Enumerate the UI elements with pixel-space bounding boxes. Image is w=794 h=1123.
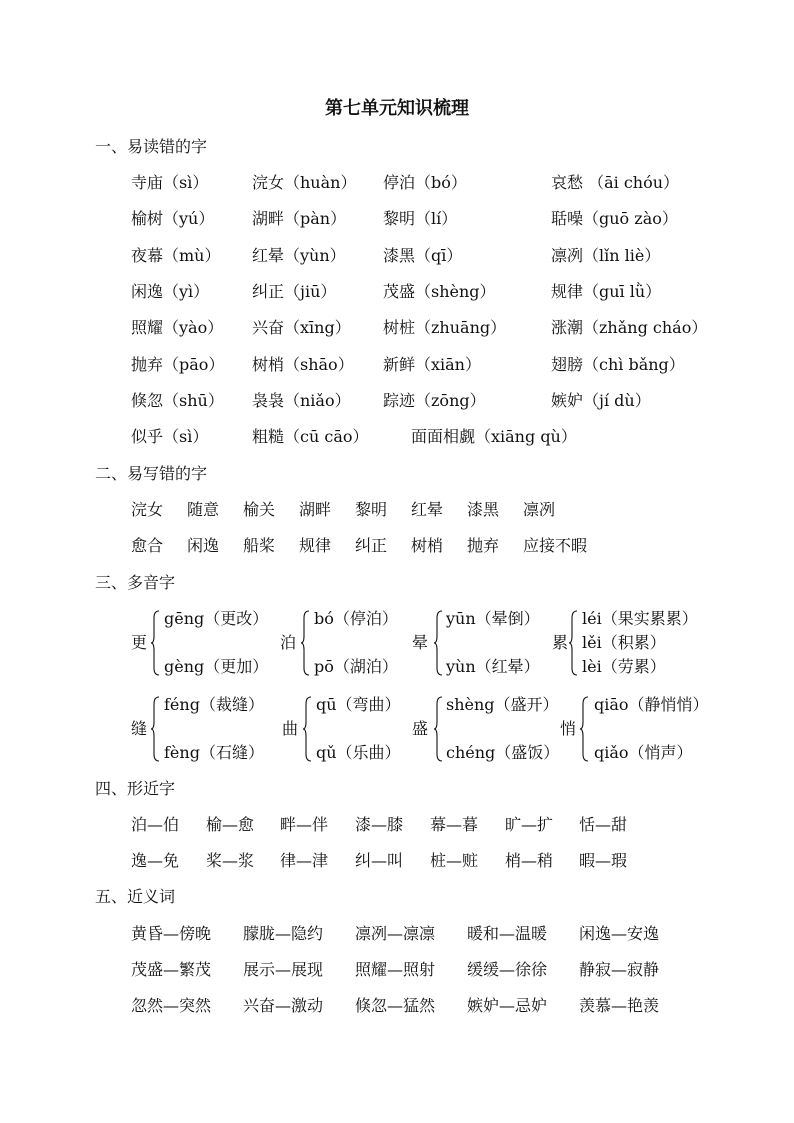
word-item: 应接不暇 — [523, 536, 588, 555]
pair-item: 漆—膝 — [355, 815, 404, 834]
section-heading-miswritten: 二、易写错的字 — [95, 464, 208, 483]
pair-item: 幕—暮 — [430, 815, 479, 834]
left-brace-icon — [569, 610, 578, 676]
pinyin-item: 似乎（sì） — [131, 427, 209, 446]
pinyin-item: 寺庙（sì） — [131, 173, 209, 192]
polyphone-char: 更 — [131, 633, 148, 652]
pinyin-item: 纠正（jiū） — [252, 282, 337, 301]
word-item: 红晕 — [411, 500, 444, 519]
pinyin-item: 嫉妒（jí dù） — [551, 391, 651, 410]
polyphone-char: 曲 — [282, 719, 299, 738]
synonym-item: 凛冽—凛凛 — [355, 924, 436, 943]
pair-item: 畔—伴 — [280, 815, 329, 834]
left-brace-icon — [151, 696, 160, 762]
pinyin-item: 茂盛（shèng） — [383, 282, 496, 301]
synonym-item: 缓缓—徐徐 — [467, 960, 548, 979]
word-item: 树梢 — [411, 536, 444, 555]
pinyin-item: 停泊（bó） — [383, 173, 467, 192]
synonym-item: 闲逸—安逸 — [579, 924, 660, 943]
word-item: 黎明 — [355, 500, 388, 519]
pinyin-item: 黎明（lí） — [383, 209, 458, 228]
polyphone-reading: chéng（盛饭） — [446, 743, 560, 762]
pinyin-item: 树梢（shāo） — [252, 355, 354, 374]
left-brace-icon — [151, 610, 160, 676]
pinyin-item: 树桩（zhuāng） — [383, 318, 507, 337]
polyphone-reading: pō（湖泊） — [314, 657, 398, 676]
pair-item: 律—津 — [280, 851, 329, 870]
pinyin-item: 粗糙（cū cāo） — [252, 427, 369, 446]
pinyin-item: 抛弃（pāo） — [131, 355, 225, 374]
synonym-item: 兴奋—激动 — [243, 996, 324, 1015]
polyphone-group-bo — [280, 608, 410, 678]
polyphone-reading: qǔ（乐曲） — [316, 743, 401, 762]
pinyin-item: 袅袅（niǎo） — [252, 391, 351, 410]
word-item: 榆关 — [243, 500, 276, 519]
section-heading-similar-shape: 四、形近字 — [95, 779, 176, 798]
pinyin-item: 哀愁 （āi chóu） — [551, 173, 680, 192]
pinyin-item: 踪迹（zōng） — [383, 391, 486, 410]
polyphone-reading: gèng（更加） — [164, 657, 269, 676]
pinyin-item: 照耀（yào） — [131, 318, 224, 337]
polyphone-group-feng — [131, 694, 281, 764]
pair-item: 旷—扩 — [505, 815, 554, 834]
synonym-item: 忽然—突然 — [131, 996, 212, 1015]
pair-item: 桨—浆 — [206, 851, 255, 870]
word-item: 纠正 — [355, 536, 388, 555]
polyphone-reading: lěi（积累） — [582, 633, 666, 652]
pinyin-item: 新鲜（xiān） — [383, 355, 481, 374]
polyphone-reading: féng（裁缝） — [164, 695, 264, 714]
pinyin-item: 夜幕（mù） — [131, 246, 221, 265]
word-item: 愈合 — [131, 536, 164, 555]
polyphone-char: 缝 — [131, 719, 148, 738]
pair-item: 纠—叫 — [355, 851, 404, 870]
pair-item: 泊—伯 — [131, 815, 180, 834]
polyphone-group-qu — [282, 694, 412, 764]
section-heading-polyphones: 三、多音字 — [95, 573, 176, 592]
synonym-item: 黄昏—傍晚 — [131, 924, 212, 943]
left-brace-icon — [434, 610, 443, 676]
polyphone-reading: fèng（石缝） — [164, 743, 264, 762]
polyphone-group-yun — [412, 608, 552, 678]
polyphone-reading: qū（弯曲） — [316, 695, 401, 714]
left-brace-icon — [434, 696, 443, 762]
synonym-item: 茂盛—繁茂 — [131, 960, 212, 979]
synonym-item: 暖和—温暖 — [467, 924, 548, 943]
word-item: 闲逸 — [187, 536, 220, 555]
synonym-item: 静寂—寂静 — [579, 960, 660, 979]
polyphone-char: 累 — [552, 633, 569, 652]
pair-item: 暇—瑕 — [579, 851, 628, 870]
pair-item: 逸—免 — [131, 851, 180, 870]
pinyin-item: 兴奋（xīng） — [252, 318, 351, 337]
pinyin-item: 漆黑（qī） — [383, 246, 463, 265]
polyphone-reading: qiāo（静悄悄） — [594, 695, 709, 714]
synonym-item: 照耀—照射 — [355, 960, 436, 979]
word-item: 漆黑 — [467, 500, 500, 519]
synonym-item: 朦胧—隐约 — [243, 924, 324, 943]
word-item: 抛弃 — [467, 536, 500, 555]
section-heading-synonyms: 五、近义词 — [95, 887, 176, 906]
left-brace-icon — [301, 610, 310, 676]
synonym-item: 展示—展现 — [243, 960, 324, 979]
polyphone-reading: yūn（晕倒） — [446, 609, 540, 628]
word-item: 浣女 — [131, 500, 164, 519]
synonym-item: 羡慕—艳羡 — [579, 996, 660, 1015]
word-item: 湖畔 — [299, 500, 332, 519]
pinyin-item: 倏忽（shū） — [131, 391, 224, 410]
polyphone-group-qiao — [560, 694, 730, 764]
polyphone-reading: shèng（盛开） — [446, 695, 559, 714]
polyphone-reading: léi（果实累累） — [582, 609, 698, 628]
polyphone-reading: lèi（劳累） — [582, 657, 666, 676]
pinyin-item: 浣女（huàn） — [252, 173, 357, 192]
section-heading-misread: 一、易读错的字 — [95, 137, 208, 156]
pair-item: 榆—愈 — [206, 815, 255, 834]
synonym-item: 嫉妒—忌妒 — [467, 996, 548, 1015]
pinyin-item: 闲逸（yì） — [131, 282, 210, 301]
polyphone-group-lei — [552, 608, 727, 678]
pinyin-item: 湖畔（pàn） — [252, 209, 347, 228]
pair-item: 梢—稍 — [505, 851, 554, 870]
pinyin-item: 面面相觑（xiāng qù） — [411, 427, 577, 446]
pinyin-item: 榆树（yú） — [131, 209, 215, 228]
polyphone-char: 悄 — [560, 719, 577, 738]
pair-item: 恬—甜 — [579, 815, 628, 834]
pinyin-item: 凛冽（lǐn liè） — [551, 246, 661, 265]
polyphone-char: 泊 — [280, 633, 297, 652]
word-item: 船桨 — [243, 536, 276, 555]
page-title: 第七单元知识梳理 — [325, 98, 469, 119]
pinyin-item: 涨潮（zhǎng cháo） — [551, 318, 708, 337]
polyphone-char: 晕 — [412, 633, 429, 652]
word-item: 随意 — [187, 500, 220, 519]
pinyin-item: 翅膀（chì bǎng） — [551, 355, 685, 374]
word-item: 凛冽 — [523, 500, 556, 519]
left-brace-icon — [580, 696, 589, 762]
polyphone-group-geng — [131, 608, 276, 678]
polyphone-group-sheng — [412, 694, 562, 764]
polyphone-reading: bó（停泊） — [314, 609, 398, 628]
polyphone-char: 盛 — [412, 719, 429, 738]
polyphone-reading: gēng（更改） — [164, 609, 269, 628]
word-item: 规律 — [299, 536, 332, 555]
pinyin-item: 规律（guī lǜ） — [551, 282, 662, 301]
pinyin-item: 红晕（yùn） — [252, 246, 346, 265]
polyphone-reading: yùn（红晕） — [446, 657, 540, 676]
pair-item: 桩—赃 — [430, 851, 479, 870]
pinyin-item: 聒噪（guō zào） — [551, 209, 678, 228]
polyphone-reading: qiǎo（悄声） — [594, 743, 693, 762]
synonym-item: 倏忽—猛然 — [355, 996, 436, 1015]
left-brace-icon — [303, 696, 312, 762]
